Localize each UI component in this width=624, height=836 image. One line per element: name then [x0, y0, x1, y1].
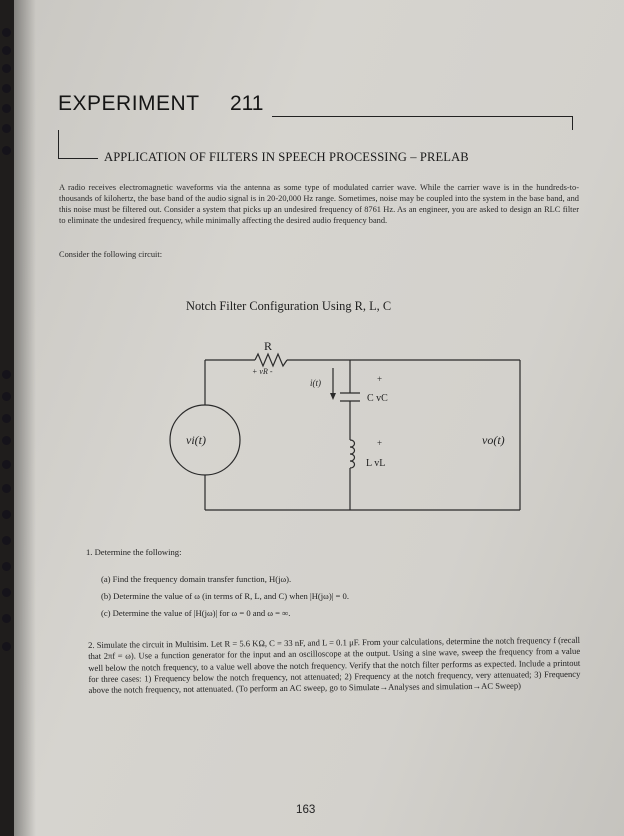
intro-paragraph: A radio receives electromagnetic waveforms via the antenna as some type of modulated carrier wave. While the carrier wave is in the hundreds-to-thousands of kilohertz, the base band of the audio signal is in 20-20,000 Hz range. Sometimes, noise may be coupled into the system in the base band, and this noise must be filtered out. Consider a system that picks up an undesired frequency of 8761 Hz. As an engineer, you are asked to design an RLC filter to eliminate the undesired frequency, while minimally affecting the desired audio frequency band.: [59, 183, 579, 226]
question-1a: (a) Find the frequency domain transfer function, H(jω).: [101, 574, 292, 584]
figure-title: Notch Filter Configuration Using R, L, C: [186, 299, 392, 313]
ind-label: L vL: [366, 458, 386, 469]
question-2: 2. Simulate the circuit in Multisim. Let R = 5.6 KΩ, C = 33 nF, and L = 0.1 μF. From your calculations, determine the notch frequency f (recall that 2πf = ω). Use a function generator for the input and an oscilloscope at the output. Using a sine wave, sweep the frequency from a value well below the notch frequency, to a value well above the notch frequency. Verify that the notch filter performs as expected. Include a printout for three cases: 1) Frequency below the notch frequency, not attenuated; 2) Frequency at the notch frequency, very attenuated; 3) Frequency above the notch frequency, not attenuated. (To perform an AC sweep, go to Simulate→Analyses and simulation→AC Sweep): [88, 634, 581, 696]
question-1: 1. Determine the following:: [86, 547, 182, 557]
experiment-number: 211: [230, 92, 264, 115]
resistor-label: R: [264, 339, 273, 353]
page-number: 163: [296, 803, 316, 816]
output-label: vo(t): [482, 433, 505, 447]
consider-text: Consider the following circuit:: [59, 250, 163, 259]
inductor-symbol: [350, 440, 355, 468]
experiment-label: EXPERIMENT: [58, 92, 200, 115]
resistor-symbol: [255, 354, 287, 366]
vr-label: + vR -: [252, 367, 273, 376]
source-label: vi(t): [186, 433, 206, 447]
current-arrowhead: [330, 393, 336, 400]
current-label: i(t): [310, 378, 321, 388]
question-1c: (c) Determine the value of |H(jω)| for ω = 0 and ω = ∞.: [101, 608, 291, 618]
question-1b: (b) Determine the value of ω (in terms of R, L, and C) when |H(jω)| = 0.: [101, 591, 349, 601]
ind-plus-label: +: [377, 438, 383, 448]
subtitle: APPLICATION OF FILTERS IN SPEECH PROCESSING – PRELAB: [104, 150, 469, 164]
cap-plus-label: +: [377, 374, 383, 384]
cap-label: C vC: [367, 393, 388, 404]
